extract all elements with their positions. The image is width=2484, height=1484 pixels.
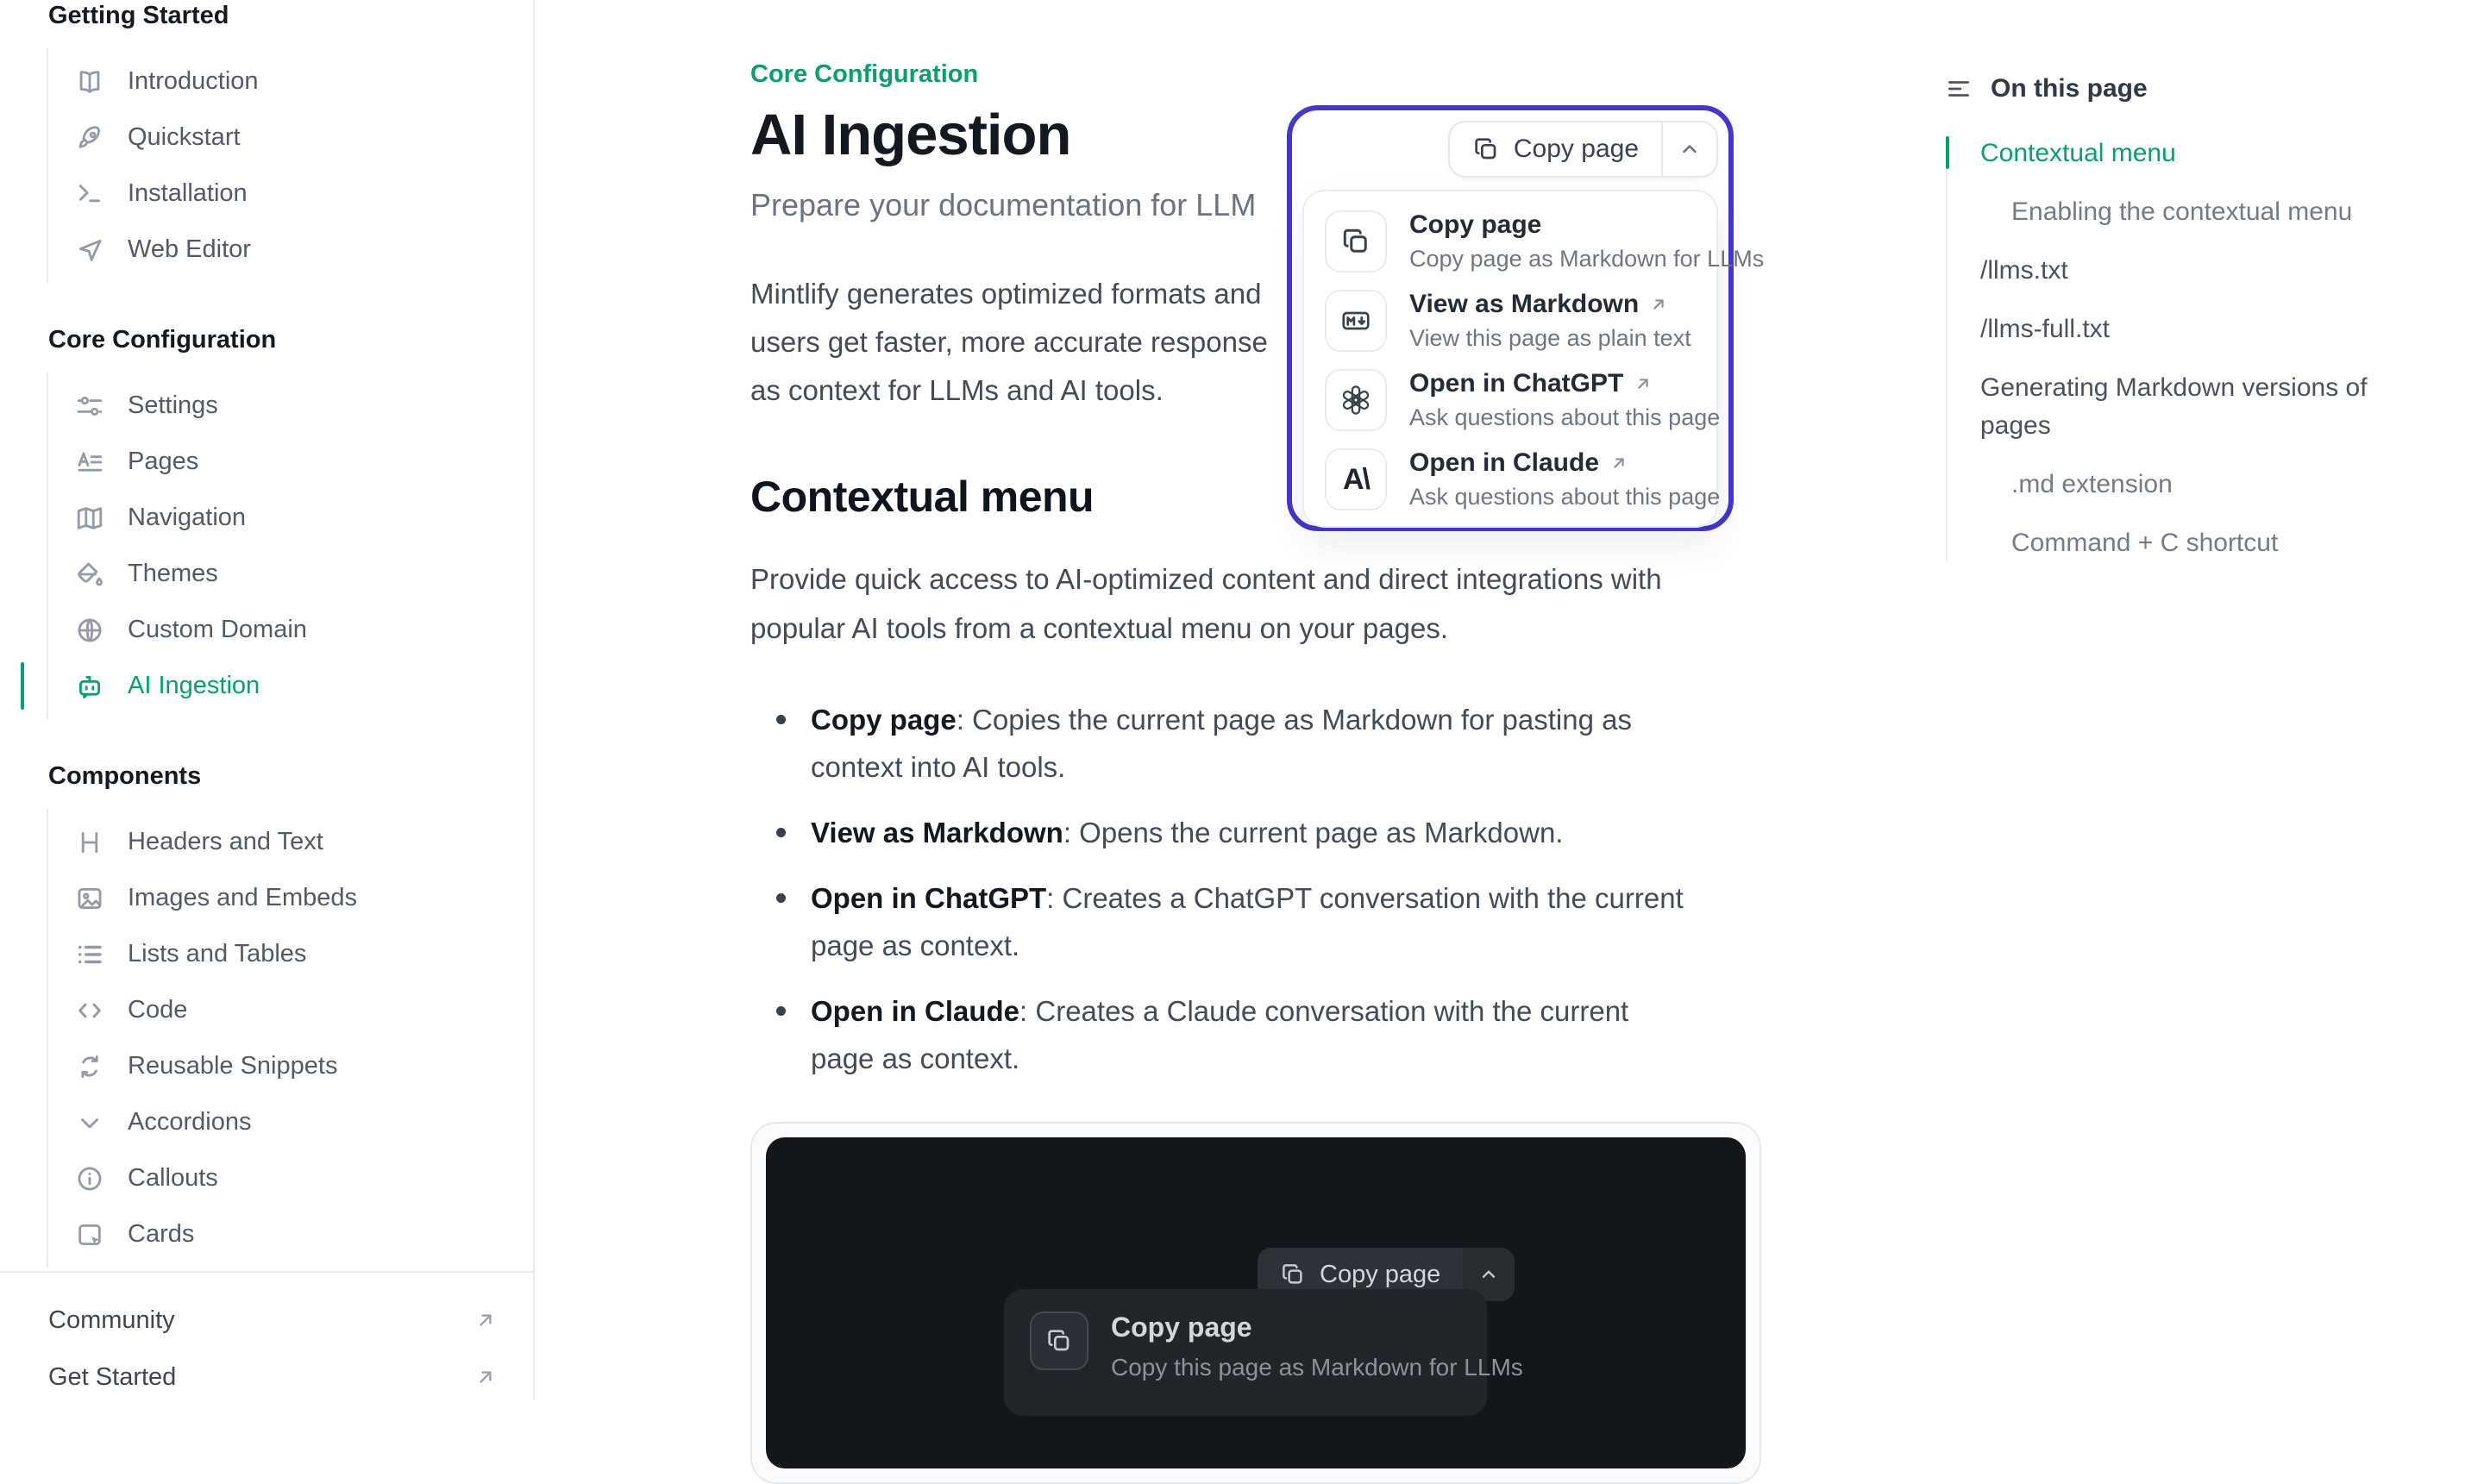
bullet-term: Open in Claude xyxy=(811,995,1020,1027)
menu-item-copy-page[interactable] xyxy=(1304,202,1765,281)
copy-icon xyxy=(1030,1312,1088,1370)
sidebar-item-introduction[interactable] xyxy=(48,53,533,110)
sidebar-item-images-and-embeds[interactable] xyxy=(48,870,533,926)
sidebar-item-label: Quickstart xyxy=(128,123,241,151)
section-title: Core Configuration xyxy=(48,326,277,354)
sidebar-section-getting-started xyxy=(0,0,533,283)
copy-icon xyxy=(1280,1262,1306,1287)
menu-item-open-in-claude[interactable] xyxy=(1304,440,1721,519)
sidebar-item-label: Introduction xyxy=(128,67,259,95)
page-title: AI Ingestion xyxy=(750,103,1071,167)
copy-page-button-label: Copy page xyxy=(1513,135,1639,163)
bullet-desc: : Copies the current page as Markdown for pasting as context into AI tools. xyxy=(811,704,1632,783)
preview-item-title: Copy page xyxy=(1111,1312,1252,1343)
feature-bullet-list xyxy=(750,696,1761,1082)
toc-item-md-extension[interactable]: .md extension xyxy=(2011,470,2173,498)
copy-page-split-button xyxy=(1448,121,1718,178)
sidebar-item-callouts[interactable] xyxy=(48,1150,533,1206)
sidebar-item-ai-ingestion[interactable] xyxy=(48,658,533,714)
menu-item-subtitle: Copy page as Markdown for LLMs xyxy=(1409,246,1765,272)
menu-item-title: View as Markdown xyxy=(1409,290,1640,318)
intro-line: as context for LLMs and AI tools. xyxy=(750,374,1164,406)
menu-item-subtitle: Ask questions about this page xyxy=(1409,404,1721,430)
footer-link-label: Get Started xyxy=(48,1362,177,1391)
sidebar-item-reusable-snippets[interactable] xyxy=(48,1038,533,1094)
list-icon xyxy=(74,939,105,970)
rocket-icon xyxy=(74,122,105,153)
menu-item-title: Open in ChatGPT xyxy=(1409,369,1624,398)
cursor-icon xyxy=(74,235,105,266)
sliders-icon xyxy=(74,391,105,422)
list-item xyxy=(769,809,1699,856)
on-this-page-toc xyxy=(1946,74,2429,583)
sidebar xyxy=(0,0,535,1400)
chevron-up-icon[interactable] xyxy=(1663,122,1716,176)
sidebar-item-pages[interactable] xyxy=(48,434,533,490)
sidebar-item-label: Custom Domain xyxy=(128,616,307,643)
toc-list xyxy=(1946,135,2429,562)
section-title: Components xyxy=(48,762,202,790)
sidebar-item-label: Web Editor xyxy=(128,235,251,263)
toc-item-llms-full-txt[interactable]: /llms-full.txt xyxy=(1980,315,2110,343)
dark-preview-panel xyxy=(766,1137,1746,1468)
section-paragraph: Provide quick access to AI-optimized content and direct integrations with popular AI tools from a contextual menu on your pages. xyxy=(750,563,1662,644)
breadcrumb-eyebrow: Core Configuration xyxy=(750,60,979,88)
sidebar-item-label: Accordions xyxy=(128,1108,252,1136)
copy-icon xyxy=(1472,135,1500,163)
contextual-menu-dropdown xyxy=(1302,190,1765,528)
info-icon xyxy=(74,1163,105,1194)
sidebar-item-accordions[interactable] xyxy=(48,1094,533,1150)
code-icon xyxy=(74,995,105,1026)
sidebar-item-label: AI Ingestion xyxy=(128,672,260,699)
sidebar-item-label: Themes xyxy=(128,560,218,587)
sidebar-item-label: Cards xyxy=(128,1220,195,1248)
sidebar-link-community[interactable] xyxy=(48,1292,497,1349)
screenshot-frame xyxy=(750,1122,1761,1484)
toc-item-command-c-shortcut[interactable]: Command + C shortcut xyxy=(2011,529,2279,557)
sidebar-item-label: Lists and Tables xyxy=(128,940,307,967)
sidebar-item-quickstart[interactable] xyxy=(48,110,533,166)
sidebar-link-get-started[interactable] xyxy=(48,1349,497,1406)
sidebar-item-label: Code xyxy=(128,996,188,1024)
sidebar-item-themes[interactable] xyxy=(48,546,533,602)
robot-icon xyxy=(74,671,105,702)
sidebar-item-label: Callouts xyxy=(128,1164,218,1192)
claude-icon: A\ xyxy=(1325,448,1387,510)
intro-line: Mintlify generates optimized formats and xyxy=(750,278,1262,310)
paint-bucket-icon xyxy=(74,559,105,590)
sidebar-item-installation[interactable] xyxy=(48,166,533,222)
intro-line: users get faster, more accurate response xyxy=(750,326,1268,358)
sidebar-item-code[interactable] xyxy=(48,982,533,1038)
preview-button-label: Copy page xyxy=(1320,1260,1441,1288)
menu-item-subtitle: View this page as plain text xyxy=(1409,325,1691,351)
sidebar-item-custom-domain[interactable] xyxy=(48,602,533,658)
book-icon xyxy=(74,66,105,97)
list-item xyxy=(769,874,1699,969)
markdown-icon xyxy=(1325,290,1387,352)
card-icon xyxy=(74,1219,105,1250)
sidebar-item-lists-and-tables[interactable] xyxy=(48,926,533,982)
bullet-desc: : Opens the current page as Markdown. xyxy=(1063,817,1564,848)
external-link-icon xyxy=(1649,295,1668,314)
menu-item-subtitle: Ask questions about this page xyxy=(1409,484,1721,510)
recycle-icon xyxy=(74,1051,105,1082)
sidebar-item-label: Reusable Snippets xyxy=(128,1052,338,1080)
menu-item-title: Copy page xyxy=(1409,210,1542,239)
toc-item-enabling-the-contextual-menu[interactable]: Enabling the contextual menu xyxy=(2011,197,2353,226)
bullet-desc: : Creates a Claude conversation with the current page as context. xyxy=(811,995,1629,1074)
list-item xyxy=(769,696,1699,791)
toc-item-generating-markdown-versions[interactable]: Generating Markdown versions of pages xyxy=(1980,373,2368,440)
copy-page-button[interactable] xyxy=(1450,122,1661,176)
sidebar-item-label: Pages xyxy=(128,448,199,475)
sidebar-item-label: Installation xyxy=(128,179,248,207)
toc-item-contextual-menu[interactable]: Contextual menu xyxy=(1948,135,2394,172)
sidebar-item-headers-and-text[interactable] xyxy=(48,814,533,870)
bullet-term: View as Markdown xyxy=(811,817,1063,848)
menu-item-open-in-chatgpt[interactable] xyxy=(1304,360,1721,440)
menu-item-title: Open in Claude xyxy=(1409,448,1600,477)
page-subtitle: Prepare your documentation for LLM xyxy=(750,187,1257,222)
sidebar-item-label: Images and Embeds xyxy=(128,884,357,911)
sidebar-item-label: Settings xyxy=(128,391,218,419)
chevron-down-icon xyxy=(74,1107,105,1138)
bullet-term: Copy page xyxy=(811,704,957,736)
sidebar-item-navigation[interactable] xyxy=(48,490,533,546)
text-icon xyxy=(74,447,105,478)
map-icon xyxy=(74,503,105,534)
footer-link-label: Community xyxy=(48,1306,175,1334)
bullet-desc: : Creates a ChatGPT conversation with the current page as context. xyxy=(811,882,1684,961)
list-item xyxy=(769,987,1699,1082)
preview-item-subtitle: Copy this page as Markdown for LLMs xyxy=(1111,1354,1523,1381)
toc-title: On this page xyxy=(1991,74,2148,103)
sidebar-item-settings[interactable] xyxy=(48,378,533,434)
external-link-icon xyxy=(474,1309,497,1331)
contextual-menu-highlight xyxy=(1287,105,1765,531)
external-link-icon xyxy=(1609,454,1628,473)
preview-dropdown xyxy=(1004,1289,1523,1416)
sidebar-item-cards[interactable] xyxy=(48,1206,533,1262)
toc-list-icon xyxy=(1946,76,1972,102)
heading-icon xyxy=(74,827,105,858)
terminal-icon xyxy=(74,178,105,210)
openai-icon xyxy=(1325,369,1387,431)
sidebar-item-web-editor[interactable] xyxy=(48,222,533,278)
external-link-icon xyxy=(1634,374,1653,393)
sidebar-footer xyxy=(0,1271,533,1400)
sidebar-section-core-configuration xyxy=(0,324,533,719)
sidebar-item-label: Headers and Text xyxy=(128,828,323,855)
menu-item-view-as-markdown[interactable] xyxy=(1304,281,1716,360)
section-heading: Contextual menu xyxy=(750,473,1095,521)
sidebar-item-label: Navigation xyxy=(128,504,247,531)
sidebar-nav xyxy=(0,0,533,1269)
toc-item-llms-txt[interactable]: /llms.txt xyxy=(1980,256,2068,285)
sidebar-section-components xyxy=(0,761,533,1268)
bullet-term: Open in ChatGPT xyxy=(811,882,1047,914)
image-icon xyxy=(74,883,105,914)
globe-icon xyxy=(74,615,105,646)
external-link-icon xyxy=(474,1366,497,1388)
section-title: Getting Started xyxy=(48,2,229,29)
copy-icon xyxy=(1325,210,1387,272)
